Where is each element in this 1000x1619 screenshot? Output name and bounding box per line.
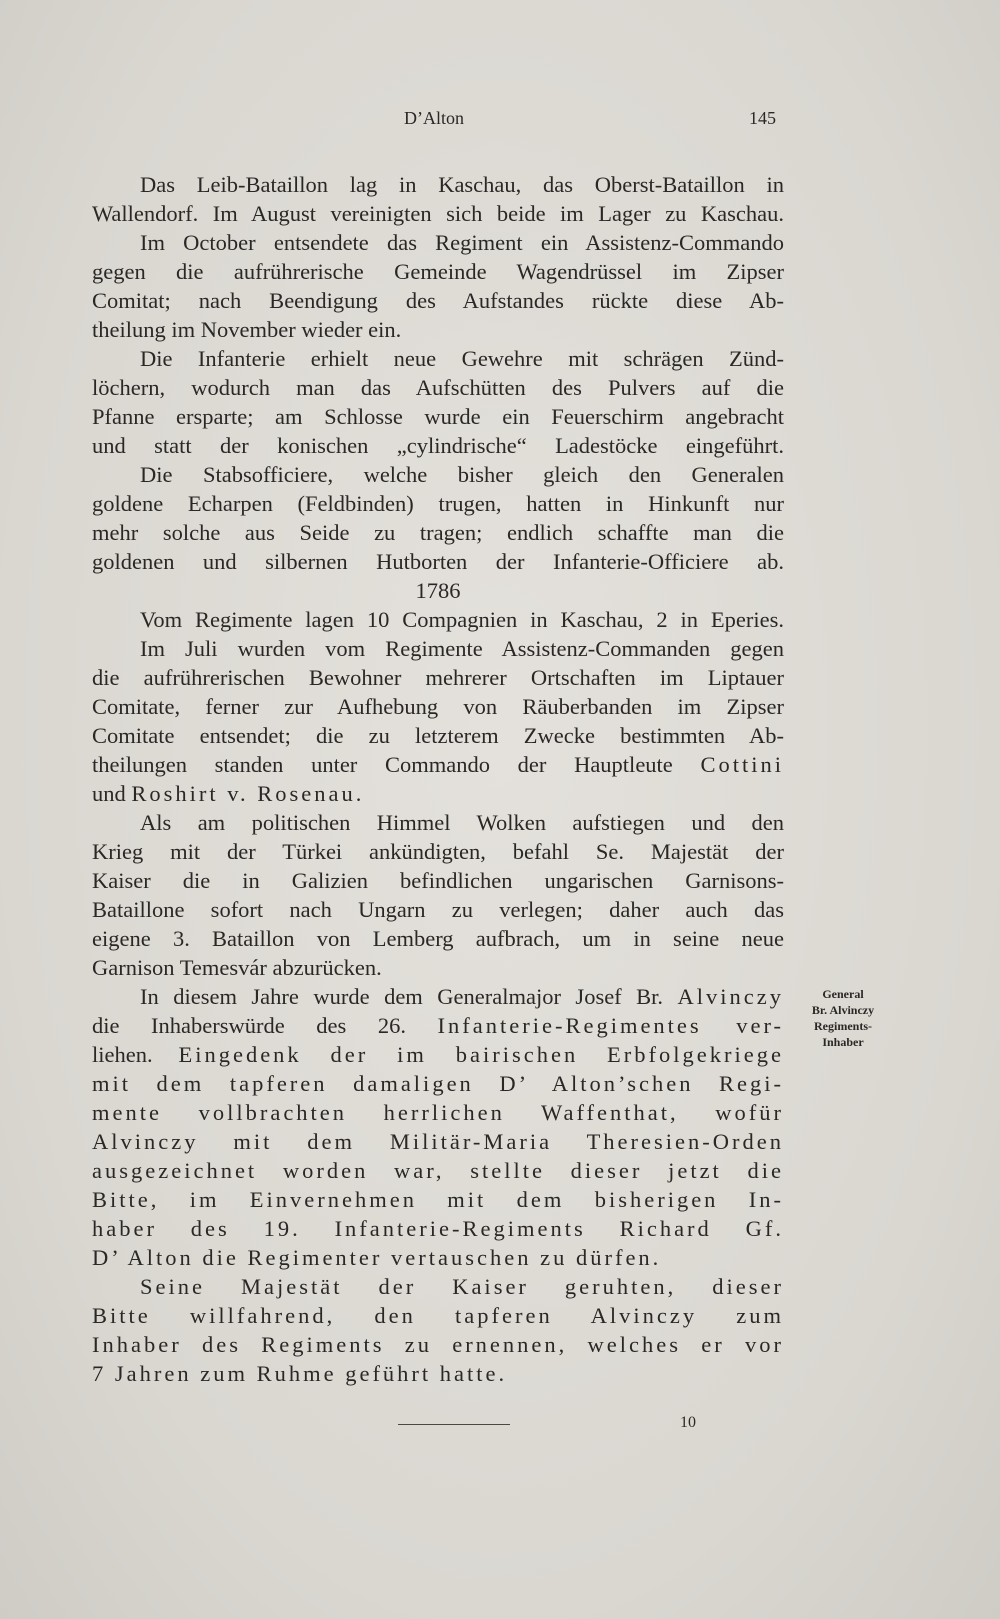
text-line: Die Infanterie erhielt neue Gewehre mit schrägen Zünd-: [140, 346, 784, 371]
text-line: Comitate entsendet; die zu letzterem Zwecke bestimmten Ab-: [92, 723, 784, 748]
spaced-text: Eingedenk der im bairischen Erbfolgekriege: [178, 1042, 784, 1067]
text-line: mit dem tapferen damaligen D’ Alton’schen Regi-: [92, 1071, 784, 1096]
margin-note-line: Br. Alvinczy: [811, 1003, 875, 1017]
text-line: Bitte, im Einvernehmen mit dem bisherigen In-: [92, 1187, 784, 1212]
spaced-text: Infanterie-Regimentes ver-: [437, 1013, 784, 1038]
text-line: ausgezeichnet worden war, stellte dieser jetzt die: [92, 1158, 784, 1183]
text-line: Seine Majestät der Kaiser geruhten, dieser: [140, 1274, 784, 1299]
text-line: löchern, wodurch man das Aufschütten des Pulvers auf die: [92, 375, 784, 400]
footer-rule: [398, 1424, 510, 1425]
text-line: D’ Alton die Regimenter vertauschen zu dürfen.: [92, 1245, 662, 1270]
page-number: 145: [749, 108, 776, 128]
text-line: Comitat; nach Beendigung des Aufstandes rückte diese Ab-: [92, 288, 784, 313]
printer-signature: 10: [680, 1414, 696, 1431]
text-line: Bitte willfahrend, den tapferen Alvinczy zum: [92, 1303, 784, 1328]
running-title: D’Alton: [404, 108, 464, 128]
text-line: Bataillone sofort nach Ungarn zu verlegen; daher auch das: [92, 897, 784, 922]
text-line: [92, 779, 784, 808]
margin-note-line: Regiments-: [814, 1019, 872, 1033]
page-header: [92, 108, 776, 138]
margin-note-line: General: [822, 987, 864, 1001]
text-line: Garnison Temesvár abzurücken.: [92, 955, 382, 980]
text-line: Wallendorf. Im August vereinigten sich beide im Lager zu Kaschau.: [92, 201, 784, 226]
text-line: Die Stabsofficiere, welche bisher gleich den Generalen: [140, 462, 784, 487]
text-segment: liehen.: [92, 1042, 153, 1067]
margin-note: [798, 986, 888, 1050]
text-segment: theilungen standen unter Commando der Hauptleute: [92, 752, 673, 777]
margin-note-line: Inhaber: [822, 1035, 864, 1049]
text-line: Im October entsendete das Regiment ein Assistenz-Commando: [140, 230, 784, 255]
text-line: Vom Regimente lagen 10 Compagnien in Kaschau, 2 in Eperies.: [140, 607, 784, 632]
text-line: theilung im November wieder ein.: [92, 317, 402, 342]
text-line: Als am politischen Himmel Wolken aufstiegen und den: [140, 810, 784, 835]
text-line: [92, 1011, 784, 1040]
text-line: Das Leib-Bataillon lag in Kaschau, das Oberst-Bataillon in: [140, 172, 784, 197]
text-line: [92, 1040, 784, 1069]
text-line: mehr solche aus Seide zu tragen; endlich schaffte man die: [92, 520, 784, 545]
text-line: Alvinczy mit dem Militär-Maria Theresien-Orden: [92, 1129, 784, 1154]
text-line: und statt der konischen „cylindrische“ Ladestöcke eingeführt.: [92, 433, 784, 458]
spaced-name: Alvinczy: [677, 984, 784, 1009]
text-segment: In diesem Jahre wurde dem Generalmajor Josef Br.: [140, 984, 664, 1009]
text-line: goldenen und silbernen Hutborten der Infanterie-Officiere ab.: [92, 549, 784, 574]
text-line: [92, 750, 784, 779]
text-line: Pfanne ersparte; am Schlosse wurde ein Feuerschirm angebracht: [92, 404, 784, 429]
text-segment: die Inhaberswürde des 26.: [92, 1013, 406, 1038]
year-heading: 1786: [415, 578, 461, 603]
text-segment: und: [92, 781, 126, 806]
text-line: eigene 3. Bataillon von Lemberg aufbrach, um in seine neue: [92, 926, 784, 951]
text-line: haber des 19. Infanterie-Regiments Richard Gf.: [92, 1216, 784, 1241]
text-line: Im Juli wurden vom Regimente Assistenz-Commanden gegen: [140, 636, 784, 661]
text-line: Inhaber des Regiments zu ernennen, welches er vor: [92, 1332, 784, 1357]
text-line: 7 Jahren zum Ruhme geführt hatte.: [92, 1361, 508, 1386]
text-line: Comitate, ferner zur Aufhebung von Räuberbanden im Zipser: [92, 694, 784, 719]
text-line: Krieg mit der Türkei ankündigten, befahl Se. Majestät der: [92, 839, 784, 864]
body-text: [92, 170, 784, 1388]
text-line: gegen die aufrührerische Gemeinde Wagendrüssel im Zipser: [92, 259, 784, 284]
spaced-name: Roshirt v. Rosenau.: [131, 781, 365, 806]
text-line: goldene Echarpen (Feldbinden) trugen, hatten in Hinkunft nur: [92, 491, 784, 516]
text-line: Kaiser die in Galizien befindlichen ungarischen Garnisons-: [92, 868, 784, 893]
spaced-name: Cottini: [700, 752, 784, 777]
text-line: mente vollbrachten herrlichen Waffenthat, wofür: [92, 1100, 784, 1125]
text-line: [92, 982, 784, 1011]
text-line: die aufrührerischen Bewohner mehrerer Ortschaften im Liptauer: [92, 665, 784, 690]
